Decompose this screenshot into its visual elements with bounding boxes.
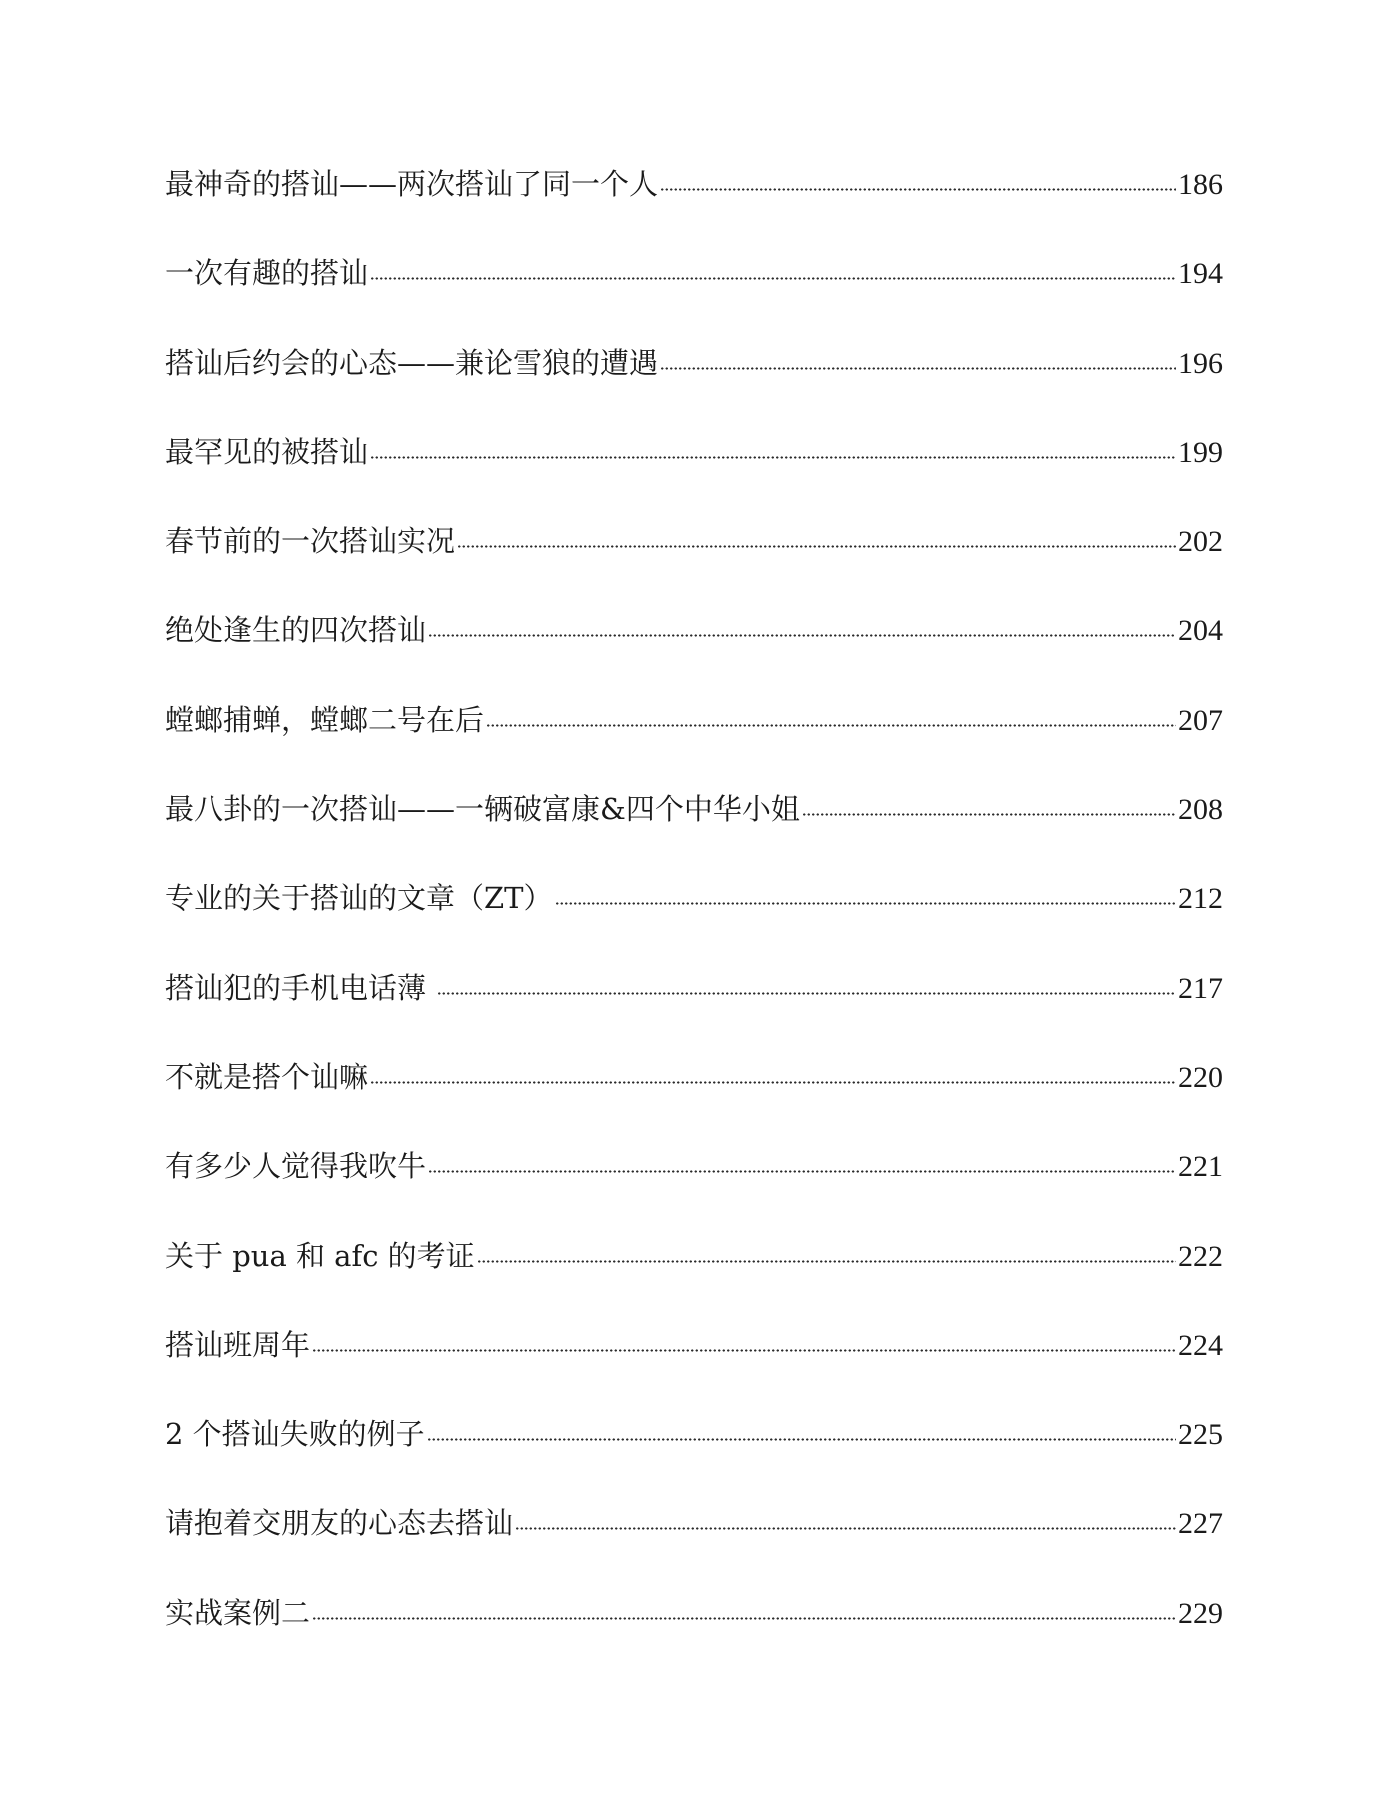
toc-entry[interactable] (165, 1229, 1223, 1318)
toc-dot-leader (428, 1170, 1176, 1173)
toc-entry[interactable] (165, 157, 1223, 246)
toc-entry[interactable] (165, 1318, 1223, 1407)
toc-entry-title: 最神奇的搭讪——两次搭讪了同一个人 (165, 167, 659, 201)
toc-entry-title: 螳螂捕蝉，螳螂二号在后 (165, 702, 485, 737)
toc-entry-title: 最八卦的一次搭讪——一辆破富康&四个中华小姐 (165, 792, 800, 827)
toc-entry-title: 关于 pua 和 afc 的考证 (165, 1238, 475, 1273)
toc-entry-page: 196 (1178, 346, 1223, 380)
toc-dot-leader (370, 1081, 1176, 1084)
toc-entry-title: 实战案例二 (165, 1595, 311, 1630)
toc-entry[interactable] (165, 693, 1223, 782)
toc-dot-leader (312, 1617, 1176, 1620)
toc-dot-leader (312, 1349, 1176, 1352)
toc-dot-leader (486, 724, 1176, 727)
toc-dot-leader (660, 367, 1176, 370)
toc-entry-page: 225 (1178, 1418, 1223, 1452)
toc-entry-title: 专业的关于搭讪的文章（ZT） (165, 881, 553, 916)
toc-entry-page: 202 (1178, 525, 1223, 559)
toc-entry-title: 搭讪班周年 (165, 1327, 311, 1362)
toc-entry[interactable] (165, 1407, 1223, 1496)
toc-entry-page: 199 (1178, 435, 1223, 469)
toc-dot-leader (437, 992, 1176, 995)
toc-entry-title: 一次有趣的搭讪 (165, 256, 369, 291)
toc-entry[interactable] (165, 425, 1223, 514)
toc-entry[interactable] (165, 961, 1223, 1050)
toc-entry-page: 204 (1178, 614, 1223, 648)
toc-entry-page: 220 (1178, 1060, 1223, 1094)
toc-entry[interactable] (165, 1139, 1223, 1228)
toc-entry[interactable] (165, 782, 1223, 871)
toc-entry-page: 221 (1178, 1150, 1223, 1184)
toc-entry-title: 搭讪后约会的心态——兼论雪狼的遭遇 (165, 345, 659, 380)
toc-entry-page: 217 (1178, 971, 1223, 1005)
table-of-contents (165, 157, 1223, 1675)
toc-entry-page: 227 (1178, 1507, 1223, 1541)
toc-entry[interactable] (165, 603, 1223, 692)
toc-entry-title: 春节前的一次搭讪实况 (165, 524, 456, 559)
toc-entry-page: 208 (1178, 793, 1223, 827)
toc-dot-leader (515, 1527, 1176, 1530)
toc-dot-leader (660, 188, 1176, 191)
toc-dot-leader (477, 1260, 1176, 1263)
toc-entry-title: 请抱着交朋友的心态去搭讪 (165, 1506, 514, 1541)
toc-entry-title: 绝处逢生的四次搭讪 (165, 613, 427, 648)
toc-entry-page: 186 (1178, 168, 1223, 201)
toc-entry-page: 194 (1178, 257, 1223, 291)
toc-entry-title: 最罕见的被搭讪 (165, 434, 369, 469)
toc-entry-page: 222 (1178, 1239, 1223, 1273)
toc-dot-leader (370, 277, 1176, 280)
toc-entry-page: 207 (1178, 703, 1223, 737)
toc-entry[interactable] (165, 336, 1223, 425)
toc-entry-title: 不就是搭个讪嘛 (165, 1059, 369, 1094)
toc-entry[interactable] (165, 246, 1223, 335)
toc-entry[interactable] (165, 514, 1223, 603)
toc-entry[interactable] (165, 871, 1223, 960)
toc-dot-leader (427, 1438, 1176, 1441)
toc-entry-page: 229 (1178, 1596, 1223, 1630)
toc-dot-leader (370, 456, 1176, 459)
toc-dot-leader (428, 634, 1176, 637)
toc-dot-leader (802, 813, 1176, 816)
toc-dot-leader (457, 545, 1176, 548)
toc-entry-page: 212 (1178, 882, 1223, 916)
toc-entry-title: 2 个搭讪失败的例子 (165, 1417, 425, 1452)
toc-entry[interactable] (165, 1496, 1223, 1585)
toc-entry-title: 搭讪犯的手机电话薄 (165, 970, 436, 1005)
toc-entry[interactable] (165, 1586, 1223, 1675)
toc-entry-title: 有多少人觉得我吹牛 (165, 1149, 427, 1184)
toc-entry[interactable] (165, 1050, 1223, 1139)
toc-entry-page: 224 (1178, 1328, 1223, 1362)
toc-dot-leader (555, 902, 1177, 905)
